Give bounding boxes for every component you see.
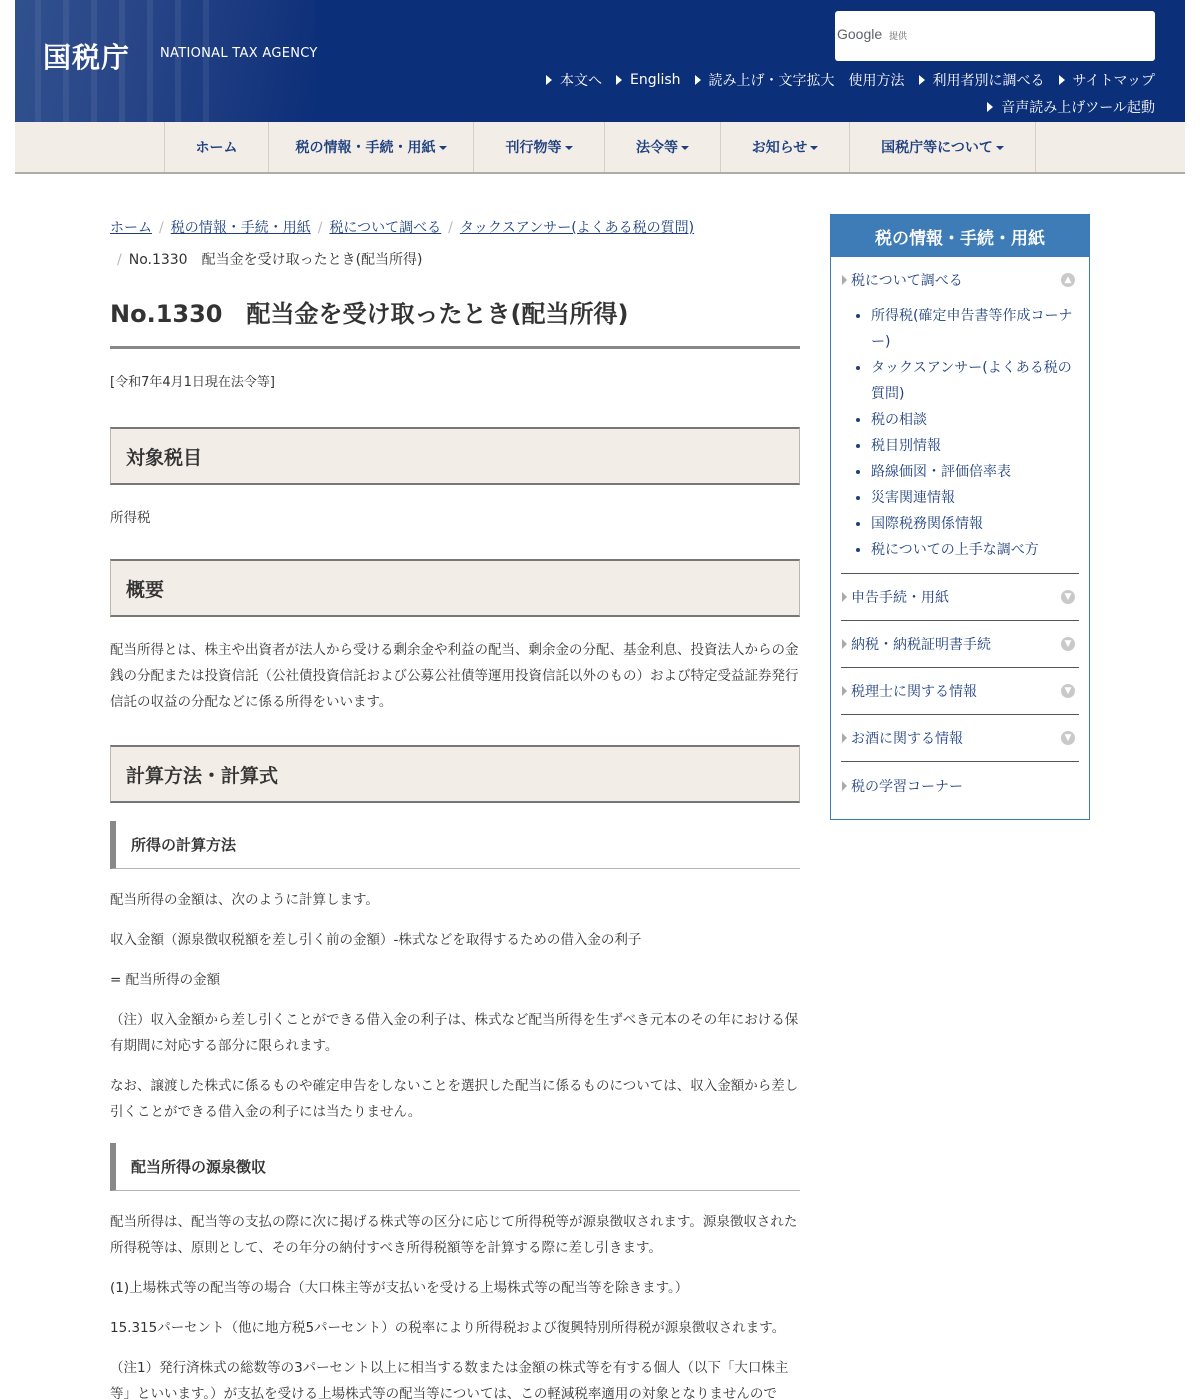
sidebar-subitem-international[interactable]: • 国際税務関係情報	[871, 511, 1079, 537]
calc-paragraph: 収入金額（源泉徴収税額を差し引く前の金額）-株式などを取得するための借入金の利子	[110, 932, 642, 948]
sidebar-subitem-how-to-research[interactable]: • 税についての上手な調べ方	[871, 537, 1079, 563]
main-content	[110, 212, 800, 1400]
page-title: No.1330 配当金を受け取ったとき(配当所得)	[110, 296, 800, 349]
chevron-down-icon	[810, 146, 818, 150]
gnav-laws[interactable]: 法令等	[605, 122, 721, 172]
global-nav	[15, 122, 1185, 174]
gnav-publications[interactable]: 刊行物等	[474, 122, 605, 172]
target-tax-text: 所得税	[110, 510, 151, 526]
sidebar-item-learning[interactable]: 税の学習コーナー	[841, 762, 1079, 809]
sidebar-item-payment[interactable]: 納税・納税証明書手続 ▼	[841, 621, 1079, 668]
overview-text: 配当所得とは、株主や出資者が法人から受ける剰余金や利益の配当、剰余金の分配、基金利息、投資法人からの金銭の分配または投資信託（公社債投資信託および公募公社債等運用投資信託以外のもの）および特定受益証券発行信託の収益の分配などに係る所得をいいます。	[110, 642, 799, 710]
expand-down-icon[interactable]: ▼	[1061, 637, 1075, 651]
as-of-date: [令和7年4月1日現在法令等]	[110, 375, 275, 390]
util-link-sitemap[interactable]: サイトマップ	[1059, 70, 1155, 90]
search-input[interactable]	[835, 11, 1155, 61]
voice-tool-link[interactable]: 音声読み上げツール起動	[987, 97, 1155, 117]
expand-down-icon[interactable]: ▼	[1061, 684, 1075, 698]
arrow-right-icon	[842, 275, 847, 285]
arrow-right-icon	[842, 639, 847, 649]
collapse-up-icon[interactable]: ▲	[1061, 273, 1075, 287]
gnav-tax-info[interactable]: 税の情報・手続・用紙	[269, 122, 474, 172]
withholding-paragraph: 配当所得は、配当等の支払の際に次に掲げる株式等の区分に応じて所得税等が源泉徴収されます。源泉徴収された所得税等は、原則として、その年分の納付すべき所得税額等を計算する際に差し引きます。	[110, 1214, 798, 1256]
site-logo[interactable]: 国税庁	[43, 41, 131, 74]
expand-down-icon[interactable]: ▼	[1061, 590, 1075, 604]
site-header	[15, 0, 1185, 122]
breadcrumb-tax-info[interactable]: 税の情報・手続・用紙	[170, 220, 311, 236]
util-link-readaloud[interactable]: 読み上げ・文字拡大	[695, 70, 835, 90]
subsection-heading-income-calc: 所得の計算方法	[110, 821, 800, 869]
sidebar-subitem-income-tax[interactable]: • 所得税(確定申告書等作成コーナー)	[871, 303, 1079, 355]
arrow-right-icon	[546, 75, 552, 85]
chevron-down-icon	[565, 146, 573, 150]
util-link-by-user[interactable]: 利用者別に調べる	[919, 70, 1045, 90]
arrow-right-icon	[919, 75, 925, 85]
arrow-right-icon	[842, 733, 847, 743]
sidebar-item-liquor[interactable]: お酒に関する情報 ▼	[841, 715, 1079, 762]
util-link-english[interactable]: English	[616, 70, 681, 90]
sidebar-subitem-route-price[interactable]: • 路線価図・評価倍率表	[871, 459, 1079, 485]
calc-paragraph: 配当所得の金額は、次のように計算します。	[110, 892, 379, 908]
calc-paragraph: = 配当所得の金額	[110, 972, 221, 988]
sidebar-subitem-disaster[interactable]: • 災害関連情報	[871, 485, 1079, 511]
gnav-home[interactable]: ホーム	[165, 122, 269, 172]
section-heading-overview: 概要	[110, 559, 800, 617]
breadcrumb-tax-answer[interactable]: タックスアンサー(よくある税の質問)	[459, 220, 695, 236]
arrow-right-icon	[987, 102, 993, 112]
util-link-usage[interactable]: 使用方法	[848, 73, 905, 89]
sidebar-subitem-consultation[interactable]: • 税の相談	[871, 407, 1079, 433]
chevron-down-icon	[681, 146, 689, 150]
breadcrumb-home[interactable]: ホーム	[110, 220, 152, 236]
arrow-right-icon	[842, 592, 847, 602]
sidebar	[830, 214, 1090, 820]
arrow-right-icon	[695, 75, 701, 85]
withholding-note: （注1）発行済株式の総数等の3パーセント以上に相当する数または金額の株式等を有する個人（以下「大口株主等」といいます。）が支払を受ける上場株式等の配当等については、この軽減税率適用の対象となりませんので	[110, 1360, 789, 1400]
arrow-right-icon	[616, 75, 622, 85]
section-heading-calculation: 計算方法・計算式	[110, 745, 800, 803]
google-brand: Google	[837, 26, 883, 42]
sidebar-item-research[interactable]: 税について調べる ▲	[841, 257, 1079, 303]
withholding-paragraph: 15.315パーセント（他に地方税5パーセント）の税率により所得税および復興特別所得税が源泉徴収されます。	[110, 1320, 786, 1336]
expand-down-icon[interactable]: ▼	[1061, 731, 1075, 745]
util-link-skip[interactable]: 本文へ	[546, 70, 602, 90]
subsection-heading-withholding: 配当所得の源泉徴収	[110, 1143, 800, 1191]
site-logo-english: NATIONAL TAX AGENCY	[160, 46, 318, 61]
breadcrumb-research[interactable]: 税について調べる	[329, 220, 442, 236]
sidebar-sublist	[841, 303, 1079, 574]
sidebar-item-tax-accountant[interactable]: 税理士に関する情報 ▼	[841, 668, 1079, 715]
withholding-paragraph: (1)上場株式等の配当等の場合（大口株主等が支払いを受ける上場株式等の配当等を除きます。）	[110, 1280, 689, 1296]
arrow-right-icon	[842, 686, 847, 696]
sidebar-heading: 税の情報・手続・用紙	[831, 215, 1089, 257]
arrow-right-icon	[1059, 75, 1065, 85]
google-brand-sub: 提供	[889, 32, 908, 42]
calc-note: （注）収入金額から差し引くことができる借入金の利子は、株式など配当所得を生ずべき元本のその年における保有期間に対応する部分に限られます。	[110, 1012, 799, 1054]
section-heading-target-tax: 対象税目	[110, 427, 800, 485]
sidebar-item-filing[interactable]: 申告手続・用紙 ▼	[841, 574, 1079, 621]
sidebar-subitem-by-tax[interactable]: • 税目別情報	[871, 433, 1079, 459]
chevron-down-icon	[439, 146, 447, 150]
breadcrumb: ホーム / 税の情報・手続・用紙 / 税について調べる / タックスアンサー(よくある税の質問) / No.1330 配当金を受け取ったとき(配当所得)	[110, 220, 695, 268]
breadcrumb-current: No.1330 配当金を受け取ったとき(配当所得)	[128, 252, 423, 268]
sidebar-subitem-tax-answer[interactable]: • タックスアンサー(よくある税の質問)	[871, 355, 1079, 407]
gnav-about[interactable]: 国税庁等について	[850, 122, 1036, 172]
utility-nav	[546, 70, 1155, 90]
chevron-down-icon	[996, 146, 1004, 150]
calc-paragraph: なお、譲渡した株式に係るものや確定申告をしないことを選択した配当に係るものについては、収入金額から差し引くことができる借入金の利子には当たりません。	[110, 1078, 799, 1120]
gnav-notices[interactable]: お知らせ	[721, 122, 850, 172]
arrow-right-icon	[842, 781, 847, 791]
